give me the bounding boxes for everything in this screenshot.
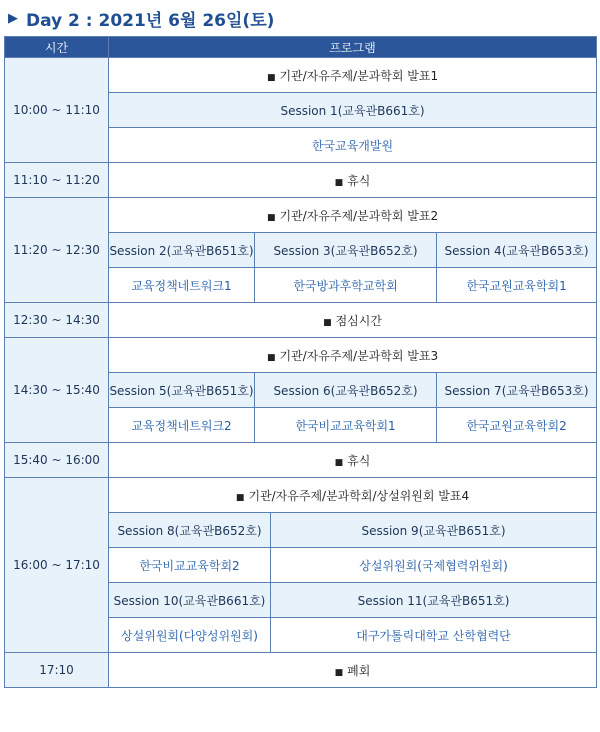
schedule-table [4,36,597,688]
play-arrow-icon: ▶ [8,10,18,26]
org-cell: 대구가톨릭대학교 산학협력단 [271,618,597,653]
table-row [5,198,597,233]
table-row [5,58,597,93]
org-cell: 교육정책네트워크2 [109,408,255,443]
session-cell: Session 11(교육관B651호) [271,583,597,618]
table-row [5,443,597,478]
org-cell: 한국교육개발원 [109,128,597,163]
program-label-cell [109,198,597,233]
time-cell: 14:30 ~ 15:40 [5,338,109,443]
program-label: 폐회 [347,663,371,678]
bullet-icon: ■ [266,352,276,363]
program-label-cell [109,163,597,198]
bullet-icon: ■ [266,212,276,223]
page-title [8,6,274,30]
program-label-cell [109,303,597,338]
org-cell: 한국비교교육학회2 [109,548,271,583]
session-cell: Session 5(교육관B651호) [109,373,255,408]
program-label-cell [109,478,597,513]
program-label-cell [109,443,597,478]
session-cell: Session 6(교육관B652호) [255,373,437,408]
session-cell: Session 7(교육관B653호) [437,373,597,408]
bullet-icon: ■ [334,177,344,188]
program-label: 휴식 [347,453,371,468]
bullet-icon: ■ [235,492,245,503]
column-header-time: 시간 [5,37,109,58]
session-cell: Session 4(교육관B653호) [437,233,597,268]
page-title-text: Day 2 : 2021년 6월 26일(토) [26,10,275,31]
table-row [5,478,597,513]
table-row [5,163,597,198]
time-cell: 17:10 [5,653,109,688]
program-label: 점심시간 [335,313,382,328]
org-cell: 한국교원교육학회2 [437,408,597,443]
time-cell: 16:00 ~ 17:10 [5,478,109,653]
bullet-icon: ■ [323,317,332,328]
bullet-icon: ■ [266,72,276,83]
time-cell: 15:40 ~ 16:00 [5,443,109,478]
org-cell: 상설위원회(다양성위원회) [109,618,271,653]
org-cell: 한국비교교육학회1 [255,408,437,443]
program-label-cell [109,653,597,688]
column-header-program: 프로그램 [109,37,597,58]
program-label: 기관/자유주제/분과학회/상설위원회 발표4 [248,488,470,503]
session-cell: Session 9(교육관B651호) [271,513,597,548]
program-label-cell [109,58,597,93]
program-label: 휴식 [347,173,371,188]
session-cell: Session 1(교육관B661호) [109,93,597,128]
program-label: 기관/자유주제/분과학회 발표1 [279,68,439,83]
org-cell: 상설위원회(국제협력위원회) [271,548,597,583]
session-cell: Session 3(교육관B652호) [255,233,437,268]
time-cell: 11:10 ~ 11:20 [5,163,109,198]
bullet-icon: ■ [334,667,344,678]
table-header-row [5,37,597,58]
session-cell: Session 2(교육관B651호) [109,233,255,268]
org-cell: 교육정책네트워크1 [109,268,255,303]
table-row [5,338,597,373]
time-cell: 10:00 ~ 11:10 [5,58,109,163]
program-label: 기관/자유주제/분과학회 발표2 [279,208,439,223]
org-cell: 한국방과후학교학회 [255,268,437,303]
bullet-icon: ■ [334,457,344,468]
org-cell: 한국교원교육학회1 [437,268,597,303]
table-row [5,653,597,688]
time-cell: 11:20 ~ 12:30 [5,198,109,303]
table-row [5,303,597,338]
program-label-cell [109,338,597,373]
session-cell: Session 8(교육관B652호) [109,513,271,548]
program-label: 기관/자유주제/분과학회 발표3 [279,348,439,363]
session-cell: Session 10(교육관B661호) [109,583,271,618]
time-cell: 12:30 ~ 14:30 [5,303,109,338]
